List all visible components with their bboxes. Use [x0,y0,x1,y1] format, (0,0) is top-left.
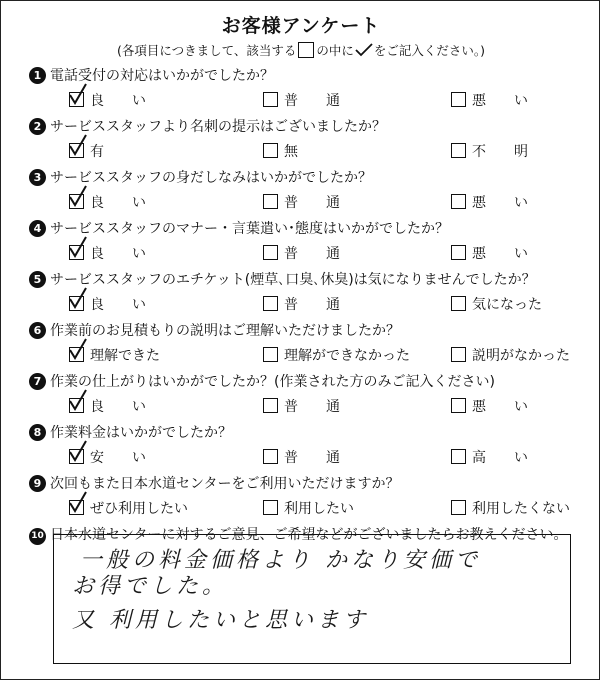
question-text: 作業の仕上がりはいかがでしたか？(作業された方のみご記入ください) [50,374,495,390]
question-8-option-3[interactable] [451,447,528,467]
question-4-option-3[interactable] [451,243,528,263]
question-7-option-2[interactable] [263,396,340,416]
checkbox[interactable] [69,347,84,362]
option-label: 利用したくない [472,501,570,517]
checkbox[interactable] [69,245,84,260]
checkbox[interactable] [451,500,466,515]
question-number-badge: 9 [29,475,46,492]
question-3-option-3[interactable] [451,192,528,212]
option-label: 良 い [90,297,146,313]
checkbox[interactable] [263,398,278,413]
question-3-option-2[interactable] [263,192,340,212]
option-label: 有 [90,144,104,160]
checkbox[interactable] [263,296,278,311]
option-label: 理解できた [90,348,160,364]
question-6-option-3[interactable] [451,345,570,365]
checkbox[interactable] [69,194,84,209]
checkbox[interactable] [451,194,466,209]
instructions-before: (各項目につきまして、該当する [116,43,297,58]
option-label: 良 い [90,399,146,415]
checkmark-icon [67,439,89,463]
checkbox[interactable] [69,143,84,158]
option-label: 安 い [90,450,146,466]
question-6-option-1[interactable] [69,345,160,365]
question-5 [29,269,536,289]
question-8 [29,422,232,442]
question-9-option-2[interactable] [263,498,354,518]
question-text: サービススタッフのマナー・言葉遣い･態度はいかがでしたか？ [50,221,449,237]
question-7-option-1[interactable] [69,396,146,416]
option-label: 悪 い [472,246,528,262]
checkmark-icon [67,490,89,514]
checkmark-icon [67,82,89,106]
option-label: 普 通 [284,450,340,466]
question-number-badge: 3 [29,169,46,186]
option-label: 良 い [90,93,146,109]
option-label: 悪 い [472,93,528,109]
question-number-badge: 4 [29,220,46,237]
option-label: 無 [284,144,298,160]
question-6-option-2[interactable] [263,345,410,365]
question-7-option-3[interactable] [451,396,528,416]
checkbox[interactable] [69,500,84,515]
option-label: 説明がなかった [472,348,570,364]
checkbox[interactable] [451,347,466,362]
comment-line-2: お得でした。 [72,574,229,599]
question-7 [29,371,495,391]
checkbox[interactable] [69,398,84,413]
option-label: 悪 い [472,195,528,211]
question-5-option-3[interactable] [451,294,542,314]
comment-box[interactable] [53,534,571,664]
question-2-option-1[interactable] [69,141,104,161]
checkmark-icon [67,235,89,259]
checkbox[interactable] [69,449,84,464]
checkbox[interactable] [263,245,278,260]
question-9-option-3[interactable] [451,498,570,518]
question-number-badge: 8 [29,424,46,441]
page-title: お客様アンケート [221,15,381,37]
checkbox[interactable] [451,143,466,158]
question-text: 作業料金はいかがでしたか？ [50,425,232,441]
question-text: 電話受付の対応はいかがでしたか？ [50,68,274,84]
option-label: 利用したい [284,501,354,517]
checkmark-icon [67,133,89,157]
checkbox[interactable] [263,143,278,158]
question-4-option-1[interactable] [69,243,146,263]
option-label: 普 通 [284,399,340,415]
checkmark-icon [67,337,89,361]
checkbox[interactable] [263,92,278,107]
question-number-badge: 1 [29,67,46,84]
question-1 [29,65,274,85]
checkbox[interactable] [451,245,466,260]
question-4 [29,218,449,238]
question-number-badge: 7 [29,373,46,390]
option-label: 良 い [90,246,146,262]
question-8-option-2[interactable] [263,447,340,467]
question-2-option-2[interactable] [263,141,298,161]
question-text: サービススタッフより名刺の提示はございましたか？ [50,119,386,135]
checkbox[interactable] [263,500,278,515]
question-text: 次回もまた日本水道センターをご利用いただけますか？ [50,476,400,492]
option-label: 気になった [472,297,542,313]
question-number-badge: 5 [29,271,46,288]
checkmark-icon [67,286,89,310]
option-label: 不 明 [472,144,528,160]
question-2-option-3[interactable] [451,141,528,161]
checkmark-icon [67,184,89,208]
comment-line-1: 一般の料金価格より かなり安価で [80,548,481,573]
question-5-option-2[interactable] [263,294,340,314]
option-label: 理解ができなかった [284,348,410,364]
option-label: 普 通 [284,195,340,211]
checkmark-icon [67,388,89,412]
question-8-option-1[interactable] [69,447,146,467]
checkbox[interactable] [263,347,278,362]
question-number-badge: 6 [29,322,46,339]
question-9-option-1[interactable] [69,498,188,518]
checkbox[interactable] [69,296,84,311]
question-text: 作業前のお見積もりの説明はご理解いただけましたか？ [50,323,400,339]
checkbox[interactable] [451,398,466,413]
question-5-option-1[interactable] [69,294,146,314]
question-1-option-1[interactable] [69,90,146,110]
option-label: 普 通 [284,297,340,313]
question-text: サービススタッフの身だしなみはいかがでしたか？ [50,170,372,186]
instructions-middle: の中に [316,43,354,58]
option-label: 良 い [90,195,146,211]
checkbox[interactable] [451,92,466,107]
option-label: 普 通 [284,246,340,262]
checkmark-sample-icon [355,43,373,57]
question-number-badge: 10 [29,528,46,545]
checkbox-sample-icon [298,42,314,58]
question-3-option-1[interactable] [69,192,146,212]
checkbox[interactable] [451,296,466,311]
instructions [1,41,600,59]
question-1-option-2[interactable] [263,90,340,110]
option-label: 普 通 [284,93,340,109]
question-text: 日本水道センターに対するご意見、ご希望などがございましたらお教えください。 [50,527,568,543]
checkbox[interactable] [69,92,84,107]
comment-line-3: 又 利用したいと思います [72,608,369,633]
question-number-badge: 2 [29,118,46,135]
checkbox[interactable] [263,449,278,464]
instructions-after: をご記入ください。) [373,43,486,58]
checkbox[interactable] [263,194,278,209]
option-label: 悪 い [472,399,528,415]
question-4-option-2[interactable] [263,243,340,263]
option-label: ぜひ利用したい [90,501,188,517]
option-label: 高 い [472,450,528,466]
question-1-option-3[interactable] [451,90,528,110]
question-text: サービススタッフのエチケット(煙草､口臭､休臭)は気になりませんでしたか？ [50,272,536,288]
checkbox[interactable] [451,449,466,464]
